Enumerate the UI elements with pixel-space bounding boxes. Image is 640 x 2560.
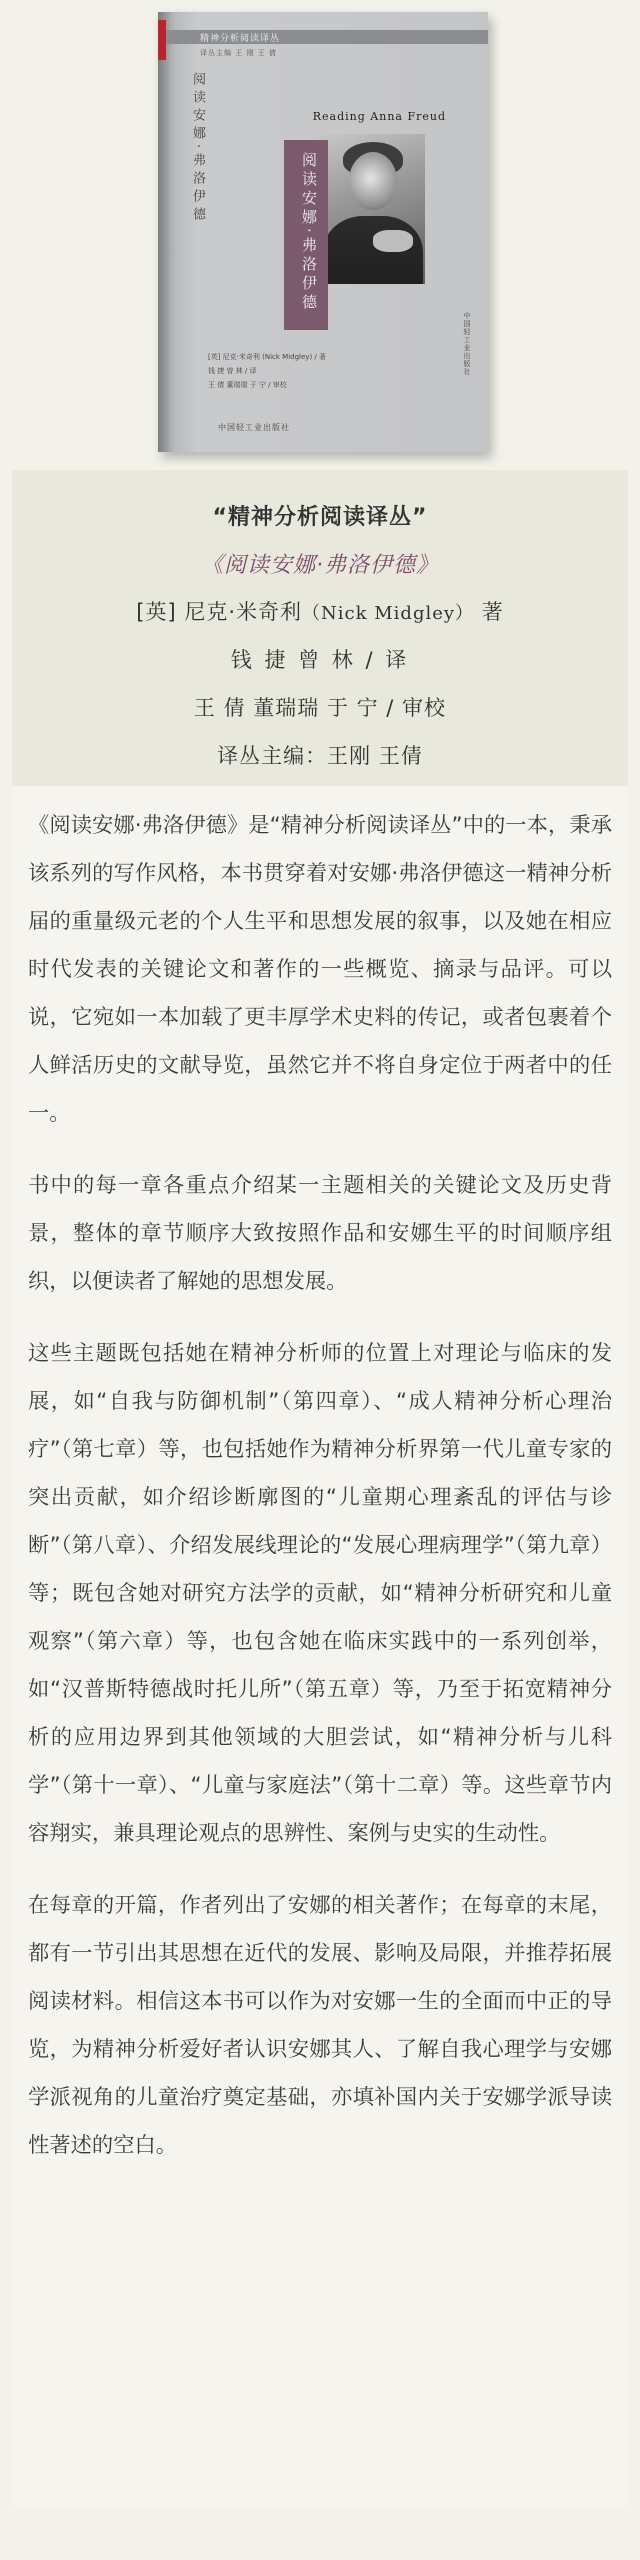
- cover-portrait: [313, 134, 425, 284]
- reviewers-line: 王 倩 董瑞瑞 于 宁 / 审校: [193, 696, 447, 720]
- author-line: [12, 596, 628, 626]
- intro-paragraph: 这些主题既包括她在精神分析师的位置上对理论与临床的发展，如“自我与防御机制”（第四章）、“成人精神分析心理治疗”（第七章）等，也包括她作为精神分析界第一代儿童专家的突出贡献，如介绍诊断廓图的“儿童期心理紊乱的评估与诊断”（第八章）、介绍发展线理论的“发展心理病理学”（第九章）等；既包含她对研究方法学的贡献，如“精神分析研究和儿童观察”（第六章）等，也包含她在临床实践中的一系列创举，如“汉普斯特德战时托儿所”（第五章）等，乃至于拓宽精神分析的应用边界到其他领域的大胆尝试，如“精神分析与儿科学”（第十一章）、“儿童与家庭法”（第十二章）等。这些章节内容翔实，兼具理论观点的思辨性、案例与史实的生动性。: [28, 1341, 612, 1846]
- intro-paragraph: 书中的每一章各重点介绍某一主题相关的关键论文及历史背景，整体的章节顺序大致按照作品和安娜生平的时间顺序组织，以便读者了解她的思想发展。: [28, 1173, 612, 1294]
- cover-translator-line: 钱 捷 曾 林 / 译: [208, 367, 257, 375]
- cover-series-band: [158, 30, 488, 44]
- portrait-body: [323, 216, 423, 284]
- portrait-hand: [373, 230, 413, 252]
- series-title: “精神分析阅读译丛”: [212, 505, 428, 530]
- cover-left-vertical-title: 阅读安娜·弗洛伊德: [190, 72, 205, 226]
- translators-line: 钱 捷 曾 林 / 译: [230, 648, 410, 672]
- cover-author-line: [英] 尼克·米奇利 (Nick Midgley) / 著: [208, 353, 326, 361]
- book-info-card: [12, 470, 628, 786]
- cover-credits: [208, 350, 326, 392]
- cover-edge: [158, 12, 170, 452]
- portrait-head: [349, 152, 397, 210]
- cover-red-tab: [158, 20, 166, 60]
- author-role: 著: [474, 600, 504, 624]
- author-name-cn: [英] 尼克·米奇利: [136, 600, 303, 624]
- cover-editors: 译丛主编 王 刚 王 倩: [200, 49, 277, 57]
- cover-publisher: 中国轻工业出版社: [218, 423, 290, 432]
- cover-series-label: 精神分析阅读译丛: [200, 34, 281, 44]
- cover-reviewer-line: 王 倩 董瑞瑞 于 宁 / 审校: [208, 381, 287, 389]
- book-title: 《阅读安娜·弗洛伊德》: [201, 553, 439, 578]
- cover-side-text: 中国轻工业出版社: [463, 312, 471, 376]
- author-name-en: （Nick Midgley）: [302, 603, 475, 624]
- cover-english-title: Reading Anna Freud: [312, 110, 446, 123]
- book-introduction: [12, 786, 628, 2508]
- chief-editor-line: 译丛主编：王刚 王倩: [217, 744, 423, 768]
- book-cover-image: [0, 0, 640, 470]
- intro-paragraph: 《阅读安娜·弗洛伊德》是“精神分析阅读译丛”中的一本，秉承该系列的写作风格，本书贯穿着对安娜·弗洛伊德这一精神分析届的重量级元老的个人生平和思想发展的叙事，以及她在相应时代发表的关键论文和著作的一些概览、摘录与品评。可以说，它宛如一本加载了更丰厚学术史料的传记，或者包裹着个人鲜活历史的文献导览，虽然它并不将自身定位于两者中的任一。: [28, 813, 612, 1126]
- intro-paragraph: 在每章的开篇，作者列出了安娜的相关著作；在每章的末尾，都有一节引出其思想在近代的发展、影响及局限，并推荐拓展阅读材料。相信这本书可以作为对安娜一生的全面而中正的导览，为精神分析爱好者认识安娜其人、了解自我心理学与安娜学派视角的儿童治疗奠定基础，亦填补国内关于安娜学派导读性著述的空白。: [28, 1893, 612, 2158]
- cover-vertical-title: 阅读安娜·弗洛伊德: [300, 152, 318, 313]
- book: [158, 12, 488, 452]
